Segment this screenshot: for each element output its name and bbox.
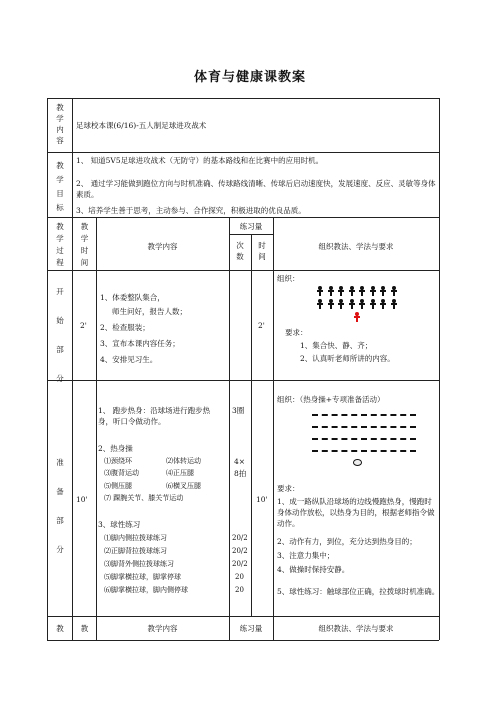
warmup-item: ⑹横叉压腿 — [166, 482, 201, 490]
runner-line — [312, 426, 416, 428]
ball-count: 20/2 — [232, 534, 248, 542]
ball-item: ⑵正脚背拉拨球练习 — [104, 547, 167, 555]
ball-count: 20/2 — [232, 547, 248, 555]
student-icon — [370, 299, 376, 309]
student-icon — [359, 299, 365, 309]
runner-line — [312, 438, 416, 440]
student-icon — [338, 286, 344, 296]
header-content: 教学内容 — [147, 242, 178, 251]
start-item: 1、体委整队集合， — [100, 293, 165, 302]
student-icon — [359, 286, 365, 296]
ball-count: 20 — [235, 573, 244, 581]
goal-2: 2、 通过学习能做到跑位方向与时机准确、传球路线清晰、传球后启动速度快，发展速度、反应、灵敏等身体素质。 — [76, 179, 436, 199]
ball-count: 20 — [235, 586, 244, 594]
start-req: 2、认真听老师所讲的内容。 — [300, 354, 395, 363]
student-icon — [338, 299, 344, 309]
warmup-item: ⑵体转运动 — [166, 457, 201, 465]
teacher-icon — [354, 312, 360, 322]
prep-time: 10' — [76, 495, 88, 504]
student-icon — [349, 299, 355, 309]
label-prep: 准备部分 — [56, 458, 64, 554]
label-start: 开始部分 — [56, 287, 64, 383]
ball-item: ⑴脚内侧拉拨球练习 — [104, 534, 167, 542]
student-icon — [328, 286, 334, 296]
student-icon — [349, 286, 355, 296]
start-time: 2' — [80, 321, 87, 330]
student-icon — [380, 286, 386, 296]
footer-practice: 练习量 — [239, 624, 263, 633]
label-process: 教学过程 — [56, 222, 64, 267]
student-icon — [317, 299, 323, 309]
ball-item: ⑶脚背外侧拉拨球练习 — [104, 560, 174, 568]
page-title: 体育与健康课教案 — [193, 70, 306, 85]
student-icon — [380, 299, 386, 309]
goal-3: 3、培养学生善于思考，主动参与、合作探究，积极进取的优良品质。 — [76, 206, 306, 215]
footer-content: 教学内容 — [147, 624, 178, 633]
runner-line — [312, 450, 416, 452]
start-org-label: 组织： — [277, 274, 300, 283]
student-icon — [391, 286, 397, 296]
student-icon — [328, 299, 334, 309]
warmup-item: ⑶腹背运动 — [104, 469, 139, 477]
start-duration: 2' — [258, 321, 265, 330]
content-text: 足球校本课(6/16)-五人制足球进攻战术 — [76, 121, 207, 130]
prep-req: 2、动作有力，到位，充分达到热身目的； — [277, 537, 417, 546]
ball-item: ⑹脚掌横拉球，脚内侧停球 — [104, 586, 188, 594]
ball-count: 20/2 — [232, 560, 248, 568]
prep-req-label: 要求： — [277, 484, 300, 493]
prep-req: 4、做操时保持安静。 — [277, 565, 350, 574]
start-req: 1、集合快、静、齐； — [300, 341, 373, 350]
footer-col1: 教 — [56, 624, 64, 633]
warmup-count: 8拍 — [234, 469, 247, 478]
header-times: 次数 — [236, 241, 244, 261]
header-practice: 练习量 — [239, 222, 263, 231]
footer-methods: 组织教法、学法与要求 — [318, 624, 394, 633]
prep-run-count: 3圈 — [232, 406, 245, 415]
header-methods: 组织教法、学法与要求 — [318, 242, 394, 251]
prep-req: 5、球性练习：触球部位正确，拉拨球时机准确。 — [277, 587, 440, 596]
warmup-item: ⑴颈绕环 — [104, 457, 132, 465]
warmup-item: ⑺ 踝腕关节、膝关节运动 — [104, 494, 184, 502]
label-content: 教学内容 — [56, 103, 64, 145]
ball-title: 3、球性练习 — [98, 520, 141, 529]
start-item: 4、安排见习生。 — [100, 355, 158, 364]
footer-col2: 教 — [80, 624, 89, 633]
warmup-item: ⑷正压腿 — [166, 469, 194, 477]
prep-run: 1、 跑步热身：沿球场进行跑步热身，听口令做动作。 — [98, 406, 211, 426]
warmup-item: ⑸侧压腿 — [104, 482, 132, 490]
prep-req: 3、注意力集中； — [277, 551, 335, 560]
prep-org: 组织：（热身操+专项准备活动） — [277, 395, 385, 404]
ball-icon — [353, 459, 362, 466]
student-icon — [391, 299, 397, 309]
start-item: 3、宣布本课内容任务； — [100, 339, 180, 348]
header-duration: 时间 — [258, 241, 266, 261]
ball-item: ⑸脚掌横拉球，脚掌停球 — [104, 573, 181, 581]
prep-duration: 10' — [256, 495, 268, 504]
goal-1: 1、 知道5V5足球进攻战术（无防守）的基本路线和在比赛中的应用时机。 — [76, 156, 324, 165]
label-goal: 教学目标 — [56, 161, 64, 212]
warmup-count: 4× — [234, 457, 246, 466]
student-icon — [317, 286, 323, 296]
runner-line — [312, 414, 416, 416]
prep-req: 1、成一路纵队沿球场的边线慢跑热身，慢跑时身体动作放松，以热身为目的，根据老师指令做动作。 — [277, 497, 435, 528]
start-item: 师生问好，报告人数； — [112, 307, 187, 316]
student-icon — [370, 286, 376, 296]
start-req-label: 要求： — [285, 328, 308, 337]
label-time: 教学时间 — [80, 222, 89, 267]
start-item: 2、检查服装； — [100, 323, 150, 332]
warmup-title: 2、热身操 — [98, 444, 133, 453]
